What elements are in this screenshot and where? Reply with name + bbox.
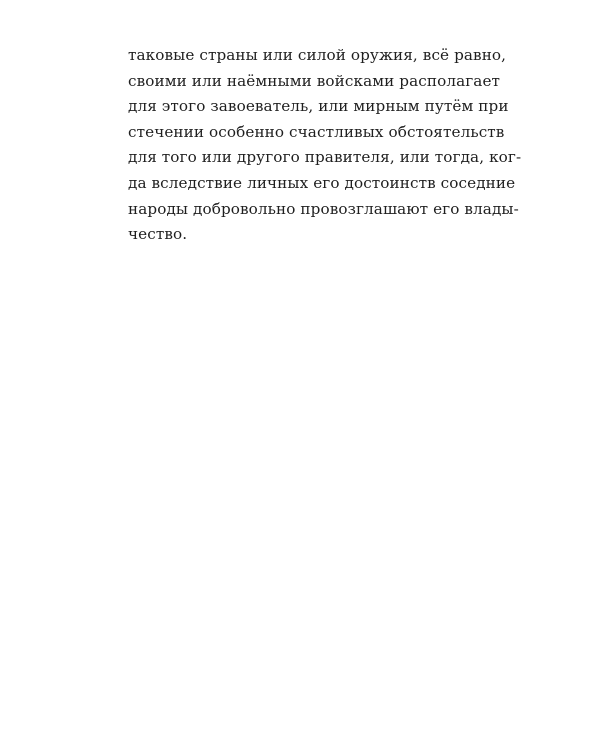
text-line: для того или другого правителя, или тогда, ког- bbox=[128, 148, 522, 167]
text-line: да вследствие личных его достоинств соседние bbox=[128, 173, 516, 192]
text-line: для этого завоеватель, или мирным путём при bbox=[128, 97, 509, 116]
text-line: народы добровольно провозглашают его влады- bbox=[128, 199, 519, 218]
text-line: таковые страны или силой оружия, всё равно, bbox=[128, 46, 507, 64]
text-line: стечении особенно счастливых обстоятельств bbox=[128, 122, 505, 141]
text-line: чество. bbox=[128, 225, 188, 244]
body-paragraph bbox=[128, 43, 522, 248]
text-line: своими или наёмными войсками располагает bbox=[128, 71, 501, 90]
